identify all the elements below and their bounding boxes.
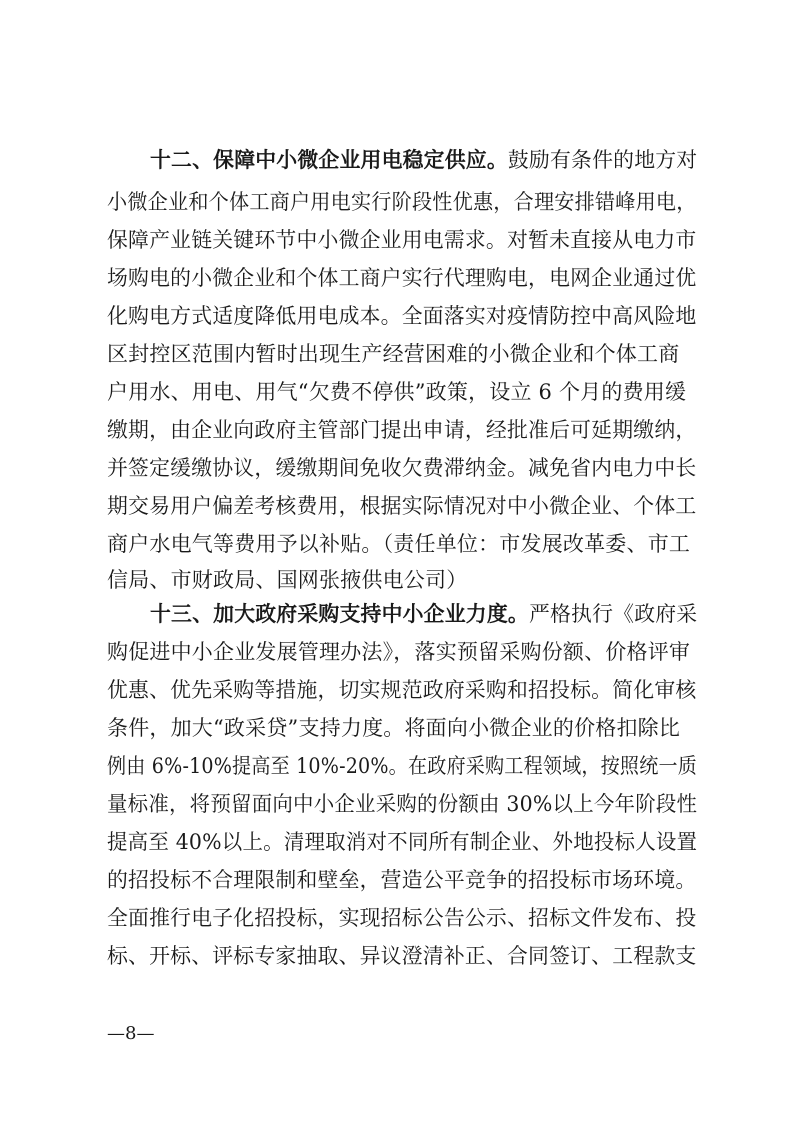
paragraph-line: 商户水电气等费用予以补贴。（责任单位：市发展改革委、市工 — [107, 532, 691, 556]
page-number: —8— — [107, 1023, 155, 1044]
paragraph-line: 全面推行电子化招投标，实现招标公告公示、招标文件发布、投 — [107, 906, 697, 930]
paragraph-line: 优惠、优先采购等措施，切实规范政府采购和招投标。简化审核 — [107, 678, 697, 702]
paragraph-line: 化购电方式适度降低用电成本。全面落实对疫情防控中高风险地 — [107, 304, 697, 328]
section-12-heading: 十二、保障中小微企业用电稳定供应。 — [150, 148, 508, 172]
paragraph-line: 条件，加大“政采贷”支持力度。将面向小微企业的价格扣除比 — [107, 716, 681, 740]
paragraph-line: 保障产业链关键环节中小微企业用电需求。对暂未直接从电力市 — [107, 228, 697, 252]
section-13-heading: 十三、加大政府采购支持中小企业力度。 — [150, 602, 529, 626]
paragraph-line: 鼓励有条件的地方对 — [507, 148, 698, 172]
paragraph-line: 量标准，将预留面向中小企业采购的份额由 30%以上今年阶段性 — [107, 792, 698, 816]
paragraph-line: 例由 6%-10%提高至 10%-20%。在政府采购工程领域，按照统一质 — [107, 754, 698, 778]
paragraph-line: 并签定缓缴协议，缓缴期间免收欠费滞纳金。减免省内电力中长 — [107, 456, 697, 480]
paragraph-line: 小微企业和个体工商户用电实行阶段性优惠，合理安排错峰用电， — [107, 190, 697, 214]
paragraph-line: 户用水、用电、用气“欠费不停供”政策，设立 6 个月的费用缓 — [107, 380, 687, 404]
paragraph-line: 信局、市财政局、国网张掖供电公司） — [107, 568, 468, 592]
paragraph-line: 缴期，由企业向政府主管部门提出申请，经批准后可延期缴纳， — [107, 418, 697, 442]
paragraph-line: 区封控区范围内暂时出现生产经营困难的小微企业和个体工商 — [107, 342, 680, 366]
paragraph-line: 购促进中小企业发展管理办法》，落实预留采购份额、价格评审 — [107, 640, 691, 664]
paragraph-line: 标、开标、评标专家抽取、异议澄清补正、合同签订、工程款支 — [107, 944, 697, 968]
section-12-first-line — [150, 142, 698, 178]
paragraph-line: 严格执行《政府采 — [528, 602, 698, 626]
section-13-first-line — [150, 596, 698, 632]
paragraph-line: 的招投标不合理限制和壁垒，营造公平竞争的招投标市场环境。 — [107, 868, 697, 892]
paragraph-line: 提高至 40%以上。清理取消对不同所有制企业、外地投标人设置 — [107, 830, 698, 854]
paragraph-line: 场购电的小微企业和个体工商户实行代理购电，电网企业通过优 — [107, 266, 697, 290]
paragraph-line: 期交易用户偏差考核费用，根据实际情况对中小微企业、个体工 — [107, 494, 697, 518]
